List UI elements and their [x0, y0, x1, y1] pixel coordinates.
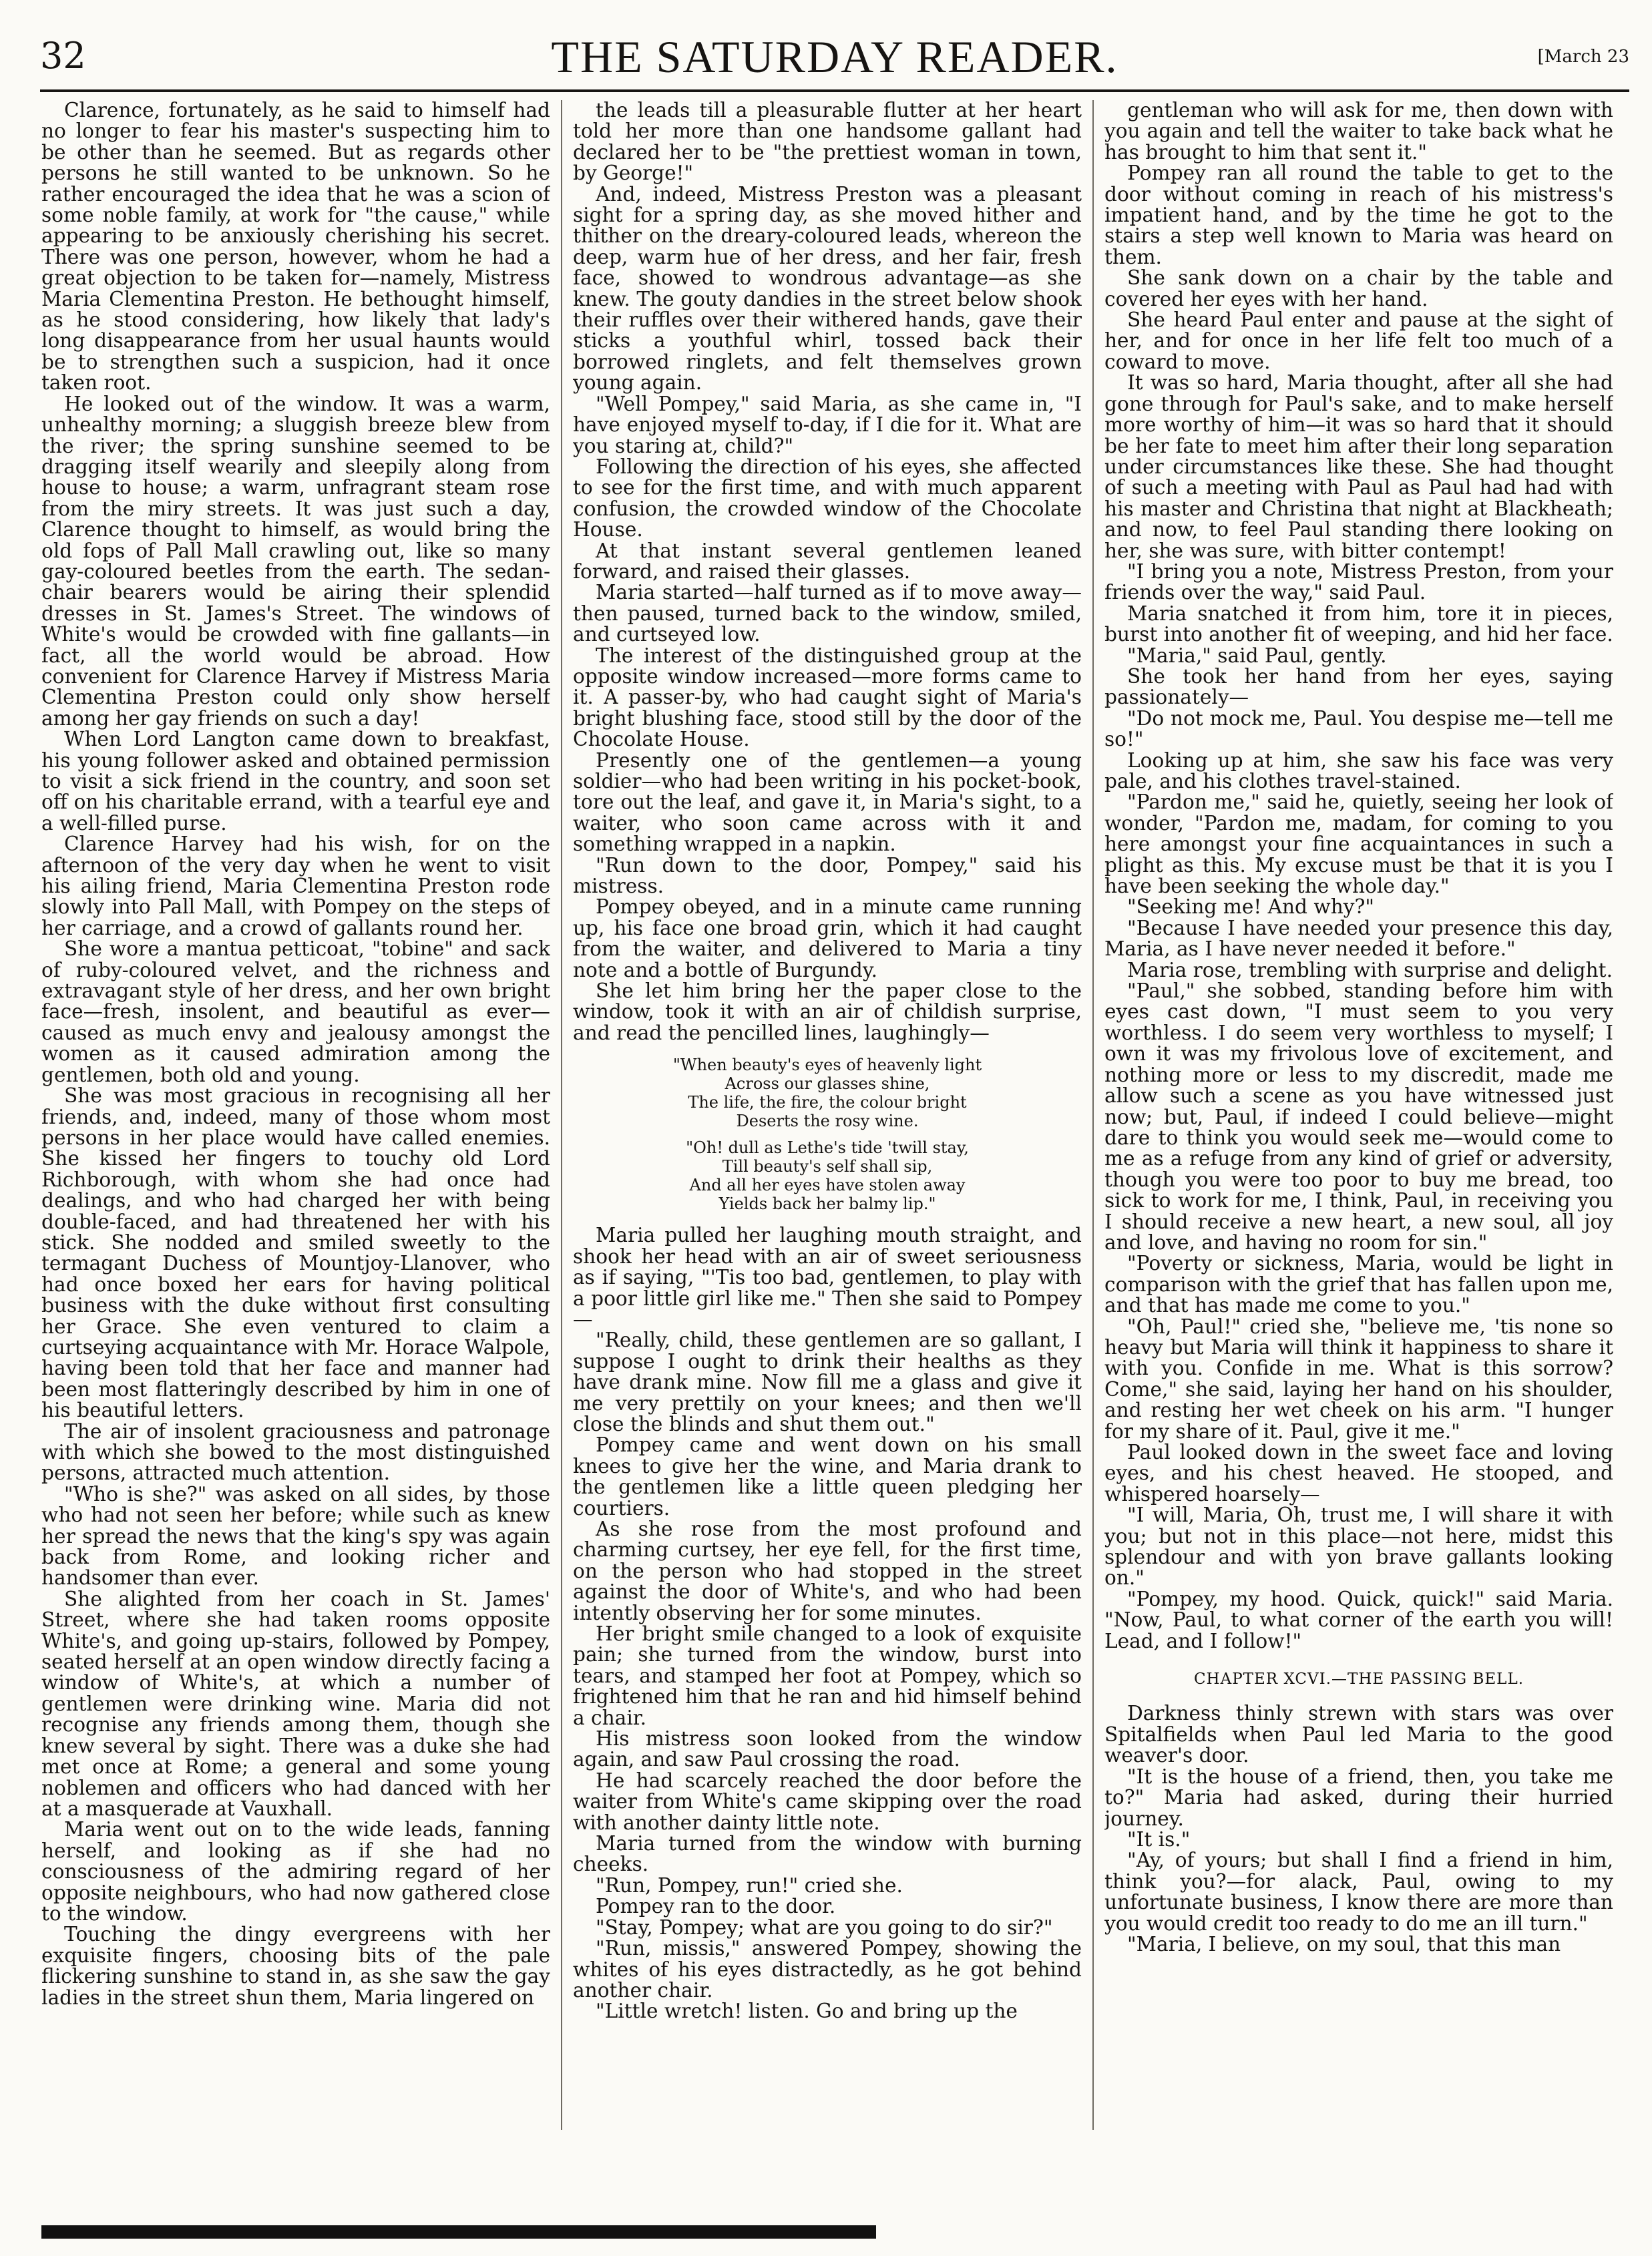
paragraph: "Stay, Pompey; what are you going to do sir?" — [596, 1915, 1053, 1939]
paragraph: Her bright smile changed to a look of exquisite pain; she turned from the window, burst into tears, and stamped her foot at Pompey, which so frightened him that he ran and hid himself behind a chair. — [573, 1622, 1082, 1729]
paragraph: "Oh, Paul!" cried she, "believe me, 'tis none so heavy but Maria will think it happiness to share it with you. Confide in me. What is this sorrow? Come," she said, laying her hand on his shoulder, and resting her wet cheek on his arm. "I hunger for my share of it. Paul, give it me." — [1104, 1315, 1613, 1443]
verse-line: The life, the fire, the colour bright — [688, 1093, 967, 1112]
paragraph: "I bring you a note, Mistress Preston, from your friends over the way," said Paul. — [1104, 559, 1613, 604]
paragraph: "Little wretch! listen. Go and bring up the — [596, 2000, 1018, 2023]
verse-line: Till beauty's self shall sip, — [722, 1157, 933, 1176]
paragraph: Maria turned from the window with burning cheeks. — [573, 1832, 1082, 1876]
paragraph: Pompey came and went down on his small knees to give her the wine, and Maria drank to the gentlemen like a little queen pledging her courtiers. — [573, 1433, 1082, 1520]
paragraph: Pompey ran to the door. — [596, 1895, 836, 1918]
paragraph: "It is the house of a friend, then, you take me to?" Maria had asked, during their hurried journey. — [1104, 1765, 1613, 1830]
issue-date: [March 23 — [1537, 47, 1629, 67]
publication-title: THE SATURDAY READER. — [551, 31, 1118, 82]
text-column-2 — [573, 100, 1082, 2130]
paragraph: "Ay, of yours; but shall I find a friend in him, think you?—for alack, Paul, owing to my unfortunate business, I know there are more than you would credit too ready to do me an ill turn." — [1104, 1849, 1613, 1935]
column-divider — [1092, 100, 1094, 2130]
verse-line: Across our glasses shine, — [725, 1074, 930, 1094]
paragraph: She let him bring her the paper close to the window, took it with an air of childish surprise, and read the pencilled lines, laughingly— — [573, 979, 1082, 1044]
verse-block — [573, 1056, 1082, 1213]
paragraph: She alighted from her coach in St. James' Street, where she had taken rooms opposite White's, and going up-stairs, followed by Pompey, seated herself at an open window directly facing a window of White's, at which a number of gentlemen were drinking wine. Maria did not recognise any friends among them, though she knew several by sight. There was a duke she had met once at Rome; a general and some young noblemen and officers who had danced with her at a masquerade at Vauxhall. — [41, 1587, 550, 1820]
paragraph: Pompey obeyed, and in a minute came running up, his face one broad grin, which it had caught from the waiter, and delivered to Maria a tiny note and a bottle of Burgundy. — [573, 895, 1082, 981]
verse-line: "Oh! dull as Lethe's tide 'twill stay, — [686, 1138, 969, 1158]
page-number: 32 — [40, 35, 86, 77]
paragraph: Following the direction of his eyes, she affected to see for the first time, and with much apparent confusion, the crowded window of the Chocolate House. — [573, 455, 1082, 541]
paragraph: gentleman who will ask for me, then down with you again and tell the waiter to take back what he has brought to him that sent it." — [1104, 100, 1613, 164]
paragraph: When Lord Langton came down to breakfast, his young follower asked and obtained permission to visit a sick friend in the country, and soon set off on his charitable errand, with a tearful eye and a well-filled purse. — [41, 728, 550, 835]
footer-rule — [41, 2225, 876, 2239]
paragraph: Darkness thinly strewn with stars was over Spitalfields when Paul led Maria to the good weaver's door. — [1104, 1702, 1613, 1767]
paragraph: The air of insolent graciousness and patronage with which she bowed to the most distinguished persons, attracted much attention. — [41, 1419, 550, 1485]
paragraph: "Because I have needed your presence this day, Maria, as I have never needed it before." — [1104, 916, 1613, 961]
paragraph: Clarence, fortunately, as he said to himself had no longer to fear his master's suspecting him to be other than he seemed. But as regards other persons he still wanted to be unknown. So he rather encouraged the idea that he was a scion of some noble family, at work for "the cause," while appearing to be anxiously cherishing his secret. There was one person, however, whom he had a great objection to be taken for—namely, Mistress Maria Clementina Preston. He bethought himself, as he stood considering, how likely that lady's long disappearance from her usual haunts would be to strengthen such a suspicion, had it once taken root. — [41, 100, 550, 395]
paragraph: She wore a mantua petticoat, "tobine" and sack of ruby-coloured velvet, and the richness and extravagant style of her dress, and her own bright face—fresh, insolent, and beautiful as ever—caused as much envy and jealousy amongst the women as it caused admiration among the gentlemen, both old and young. — [41, 937, 550, 1086]
paragraph: "Paul," she sobbed, standing before him with eyes cast down, "I must seem to you very worthless. I do seem very worthless to myself; I own it was my frivolous love of excitement, and nothing more or less to my discredit, made me allow such a scene as you have witnessed just now; but, Paul, if indeed I could believe—might dare to think you would seek me—would come to me as a refuge from any kind of grief or adversity, though you were too poor to buy me bread, too sick to work for me, I think, Paul, in receiving you I should receive a new heart, a new soul, all joy and love, and having no room for sin." — [1104, 979, 1613, 1254]
paragraph: His mistress soon looked from the window again, and saw Paul crossing the road. — [573, 1727, 1082, 1771]
paragraph: Maria rose, trembling with surprise and delight. — [1127, 958, 1613, 981]
paragraph: "Seeking me! And why?" — [1127, 895, 1374, 919]
paragraph: It was so hard, Maria thought, after all she had gone through for Paul's sake, and to make herself more worthy of him—it was so hard that it should be her fate to meet him after their long separation under circumstances like these. She had thought of such a meeting with Paul as Paul had had with his master and Christina that night at Blackheath; and now, to feel Paul standing there looking on her, she was sure, with bitter contempt! — [1104, 371, 1613, 562]
paragraph: He had scarcely reached the door before the waiter from White's came skipping over the road with another dainty little note. — [573, 1769, 1082, 1834]
paragraph: As she rose from the most profound and charming curtsey, her eye fell, for the first time, on the person who had stopped in the street against the door of White's, and who had been intently observing her for some minutes. — [573, 1517, 1082, 1624]
paragraph: Maria pulled her laughing mouth straight, and shook her head with an air of sweet seriousness as if saying, "'Tis too bad, gentlemen, to play with a poor little girl like me." Then she said to Pompey— — [573, 1224, 1082, 1331]
paragraph: She sank down on a chair by the table and covered her eyes with her hand. — [1104, 266, 1613, 310]
paragraph: "Poverty or sickness, Maria, would be light in comparison with the grief that has fallen upon me, and that has made me come to you." — [1104, 1252, 1613, 1317]
paragraph: Maria started—half turned as if to move away—then paused, turned back to the window, smiled, and curtseyed low. — [573, 581, 1082, 646]
paragraph: "Run, missis," answered Pompey, showing the whites of his eyes distractedly, as he got behind another chair. — [573, 1937, 1082, 2002]
paragraph: Maria went out on to the wide leads, fanning herself, and looking as if she had no consciousness of the admiring regard of her opposite neighbours, who had now gathered close to the window. — [41, 1818, 550, 1925]
paragraph: And, indeed, Mistress Preston was a pleasant sight for a spring day, as she moved hither and thither on the dreary-coloured leads, whereon the deep, warm hue of her dress, and her fair, fresh face, showed to wondrous advantage—as she knew. The gouty dandies in the street below shook their ruffles over their withered hands, gave their sticks a youthful whirl, tossed back their borrowed ringlets, and felt themselves grown young again. — [573, 182, 1082, 395]
paragraph: "Do not mock me, Paul. You despise me—tell me so!" — [1104, 706, 1613, 751]
verse-line: "When beauty's eyes of heavenly light — [672, 1056, 982, 1075]
paragraph: Presently one of the gentlemen—a young soldier—who had been writing in his pocket-book, tore out the leaf, and gave it, in Maria's sight, to a waiter, who soon came across with it and something wrapped in a napkin. — [573, 748, 1082, 856]
paragraph: He looked out of the window. It was a warm, unhealthy morning; a sluggish breeze blew from the river; the spring sunshine seemed to be dragging itself wearily and sleepily along from house to house; a warm, unfragrant steam rose from the miry streets. It was just such a day, Clarence thought to himself, as would bring the old fops of Pall Mall crawling out, like so many gay-coloured beetles from the earth. The sedan-chair bearers would be airing their splendid dresses in St. James's Street. The windows of White's would be crowded with fine gallants—in fact, all the world would be abroad. How convenient for Clarence Harvey if Mistress Maria Clementina Preston could only show herself among her gay friends on such a day! — [41, 392, 550, 730]
paragraph: Looking up at him, she saw his face was very pale, and his clothes travel-stained. — [1104, 748, 1613, 793]
paragraph: Touching the dingy evergreens with her exquisite fingers, choosing bits of the pale flickering sunshine to stand in, as she saw the gay ladies in the street shun them, Maria lingered on — [41, 1923, 550, 2009]
paragraph: Pompey ran all round the table to get to the door without coming in reach of his mistress's impatient hand, and by the time he got to the stairs a step well known to Maria was heard on them. — [1104, 162, 1613, 268]
paragraph: "Pompey, my hood. Quick, quick!" said Maria. "Now, Paul, to what corner of the earth you will! Lead, and I follow!" — [1104, 1587, 1613, 1652]
paragraph: "Maria," said Paul, gently. — [1127, 644, 1387, 667]
paragraph: "I will, Maria, Oh, trust me, I will share it with you; but not in this place—not here, midst this splendour and with yon brave gallants looking on." — [1104, 1504, 1613, 1590]
paragraph: "Pardon me," said he, quietly, seeing her look of wonder, "Pardon me, madam, for coming to you here amongst your fine acquaintances in such a plight as this. My excuse must be that it is you I have been seeking the whole day." — [1104, 791, 1613, 898]
paragraph: The interest of the distinguished group at the opposite window increased—more forms came to it. A passer-by, who had caught sight of Maria's bright blushing face, stood still by the door of the Chocolate House. — [573, 644, 1082, 751]
paragraph: "Who is she?" was asked on all sides, by those who had not seen her before; while such as knew her spread the news that the king's spy was again back from Rome, and looking richer and handsomer than ever. — [41, 1482, 550, 1590]
paragraph: the leads till a pleasurable flutter at her heart told her more than one handsome gallant had declared her to be "the prettiest woman in town, by George!" — [573, 100, 1082, 185]
paragraph: "Run down to the door, Pompey," said his mistress. — [573, 853, 1082, 898]
paragraph: "Really, child, these gentlemen are so gallant, I suppose I ought to drink their healths as they have drank mine. Now fill me a glass and give it me very prettily on your knees; and then we'll close the blinds and shut them out." — [573, 1329, 1082, 1435]
paragraph: She took her hand from her eyes, saying passionately— — [1104, 664, 1613, 709]
paragraph: "Maria, I believe, on my soul, that this man — [1127, 1932, 1561, 1956]
paragraph: She heard Paul enter and pause at the sight of her, and for once in her life felt too much of a coward to move. — [1104, 308, 1613, 373]
paragraph: "Well Pompey," said Maria, as she came in, "I have enjoyed myself to-day, if I die for it. What are you staring at, child?" — [573, 392, 1082, 457]
verse-line: Deserts the rosy wine. — [736, 1112, 919, 1131]
header-rule — [40, 89, 1629, 92]
paragraph: At that instant several gentlemen leaned forward, and raised their glasses. — [573, 539, 1082, 583]
paragraph: "It is." — [1127, 1827, 1191, 1851]
text-column-1 — [41, 100, 550, 2130]
paragraph: Clarence Harvey had his wish, for on the afternoon of the very day when he went to visit his ailing friend, Maria Clementina Preston rode slowly into Pall Mall, with Pompey on the steps of her carriage, and a crowd of gallants round her. — [41, 833, 550, 939]
paragraph: She was most gracious in recognising all her friends, and, indeed, many of those whom most persons in her place would have called enemies. She kissed her fingers to touchy old Lord Richborough, with whom she had once had dealings, and who had charged her with being double-faced, and had threatened her with his stick. She nodded and smiled sweetly to the termagant Duchess of Mountjoy-Llanover, who had once boxed her ears for having political business with the duke without first consulting her Grace. She even ventured to claim a curtseying acquaintance with Mr. Horace Walpole, having been told that her face and manner had been most flatteringly described by him in one of his beautiful letters. — [41, 1084, 550, 1422]
column-divider — [561, 100, 562, 2130]
verse-line: And all her eyes have stolen away — [689, 1176, 966, 1195]
verse-line: Yields back her balmy lip." — [718, 1194, 936, 1214]
paragraph: Maria snatched it from him, tore it in pieces, burst into another fit of weeping, and hid her face. — [1104, 602, 1613, 646]
text-column-3 — [1104, 100, 1613, 2130]
paragraph: "Run, Pompey, run!" cried she. — [596, 1873, 903, 1897]
page-header — [40, 20, 1629, 93]
chapter-heading: CHAPTER XCVI.—THE PASSING BELL. — [1193, 1670, 1524, 1688]
paragraph: Paul looked down in the sweet face and loving eyes, and his chest heaved. He stooped, and whispered hoarsely— — [1104, 1441, 1613, 1506]
